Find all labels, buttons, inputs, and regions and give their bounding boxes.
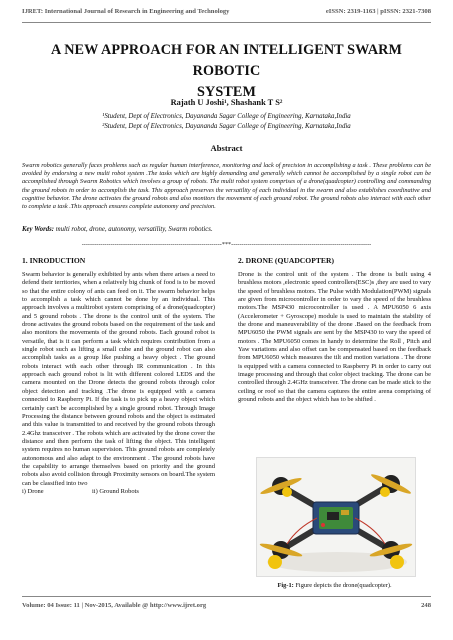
keywords <box>22 226 431 233</box>
drone-photo <box>256 457 416 577</box>
issn: eISSN: 2319-1163 | pISSN: 2321-7308 <box>325 8 431 15</box>
section-1-body: Swarm behavior is generally exhibited by ants when there arises a need to defend their territories, when a relatively big chunk of food is to be moved so that the entire colony of ants can feed on it. The swarm behavior helps to accomplish a task which cannot be done by an individual. This approach involves a multirobot system comprising of a drone(quadcopter) and 5 ground robots . The drone is the control unit of the system. The drone activates the ground robots based on the requirement of the task and also monitors the movements of the ground robots. Each ground robot is versatile, that is it can perform a task which requires contribution from a single robot such as lifting a small cube and the ground robot can also accomplish tasks as a group like pushing a heavy object . The ground robots interact with each other through IR communication . In this approach each ground robot is lit with different colored LEDS and the camera mounted on the Drone detects the ground robots through color object detection and tracking .The drone is equipped with a camera connected to Raspberry Pi. If the task is to pick up a heavy object which certainly can't be accomplished by a single ground robot. Through Image Processing the distance between ground robots and the object is estimated and this value is transmitted to and received by the ground robots through 2.4Ghz transceiver . The robots which are activated by the drone cover the distance and then perform the task of lifting the object. This intelligent system requires no human supervision. This ground robots are completely autonomous and also adapt to the environment . The ground robots have the capability to arrange themselves based on priority and the ground robots also avoid collision through Proximity sensors on board.The system can be classified into two <box>22 271 215 487</box>
figure-caption <box>238 582 431 589</box>
title-line-1: A NEW APPROACH FOR AN INTELLIGENT SWARM ROBOTIC <box>50 42 403 79</box>
list-item: i) Drone <box>22 487 44 495</box>
right-column <box>238 256 431 405</box>
title-line-2: SYSTEM <box>197 84 256 100</box>
caption-label: Fig-1: <box>277 582 294 589</box>
header-rule <box>22 22 431 23</box>
separator-line: --------------------------------------------------------------------***-------------------------------------------------------------------- <box>81 241 372 248</box>
keywords-label: Key Words: <box>22 226 55 233</box>
abstract-text: Swarm robotics generally faces problems such as regular human interference, monitoring and lack of precision in accomplishing a task . These problems can be avoided by endorsing a new multi robot system .The tasks which are highly demanding and generally which cannot be accomplished by a single robot can be accomplished through Swarm Robotics which involves a group of robots. The multi robot system comprises of a drone(quadcopter) controlling and commanding the ground robots in order to accomplish the task. This approach preserves the versatility of each individual in the swarm and also establishes coordinative and cognitive behavior. The drone activates the ground robots and also monitors the movement of each ground robot. The ground robots also interact with each other to complete a task .This approach ensures complete autonomy and precision. <box>22 162 431 210</box>
section-2-body: Drone is the control unit of the system . The drone is built using 4 brushless motors ,electronic speed controllers(ESC)s ,they are used to vary the speed of brushless motors. The Pulse width Modulation(PWM) signals are given from microcontroller in order to vary the speed of the brushless motors.The MSP430 microcontroller is used . A MPU6050 6 axis (Accelerometer + Gyroscope) module is used to maintain the stability of the drone and maneuverability of the drone .Based on the feedback from MPU6050 the PWM signals are sent by the MSP430 to vary the speed of motors . The MPU6050 comes in handy to determine the Roll , Pitch and Yaw variations and also offset can be compensated based on the feedback from MPU6050 which measures the tilt and motion variations . The drone is equipped with a camera connected to Raspberry Pi in order to carry out image processing and through that color object tracking. The drone can be controlled through 2.4GHz transceiver. The drone can be made stick to the ceiling or roof so that the camera captures the entire arena comprising of ground robots and the object which has to be shifted . <box>238 271 431 404</box>
footer-rule <box>22 596 431 597</box>
running-header <box>22 8 431 15</box>
classification-list <box>22 488 215 496</box>
affiliation-2: ²Student, Dept of Electronics, Dayananda Sagar College of Engineering, Karnataka,India <box>102 123 351 130</box>
abstract-heading: Abstract <box>210 143 243 153</box>
affiliation-1: ¹Student, Dept of Electronics, Dayananda Sagar College of Engineering, Karnataka,India <box>102 113 351 120</box>
running-footer <box>22 602 431 609</box>
caption-text: Figure depicts the drone(quadcopter). <box>293 582 392 589</box>
page-number: 248 <box>421 602 431 609</box>
left-column <box>22 256 215 496</box>
authors: Rajath U Joshi¹, Shashank T S² <box>170 98 283 107</box>
volume-info: Volume: 04 Issue: 11 | Nov-2015, Available @ http://www.ijret.org <box>22 602 207 609</box>
drone-illustration <box>257 458 415 576</box>
section-2-heading: 2. DRONE (QUADCOPTER) <box>238 256 334 265</box>
keywords-list: multi robot, drone, autonomy, versatility, Swarm robotics. <box>54 226 213 233</box>
section-1-heading: 1. INRODUCTION <box>22 256 86 265</box>
paper-title <box>22 40 431 103</box>
journal-name: IJRET: International Journal of Research in Engineering and Technology <box>22 8 230 15</box>
list-item: ii) Ground Robots <box>92 487 139 495</box>
